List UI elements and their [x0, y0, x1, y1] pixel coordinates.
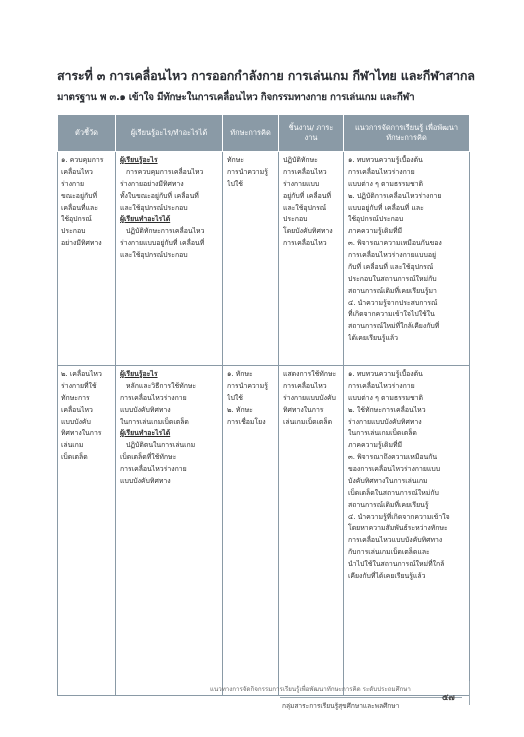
- text-line: ทั้งในขณะอยู่กับที่ เคลื่อนที่: [120, 191, 199, 200]
- approach-cell: [344, 366, 470, 696]
- text-line: แบบบังคับ: [61, 417, 91, 426]
- text-line: นำไปใช้ในสถานการณ์ใหม่ที่ใกล้: [348, 560, 445, 568]
- text-line: ทิศทางในการ: [283, 405, 324, 414]
- text-line: ปฏิบัติทักษะการเคลื่อนไหว: [126, 227, 205, 236]
- text-line: ใช้อุปกรณ์ประกอบ: [348, 215, 404, 224]
- text-line: การเคลื่อนไหวร่างกาย: [120, 465, 187, 473]
- text-line: ทิศทางในการ: [61, 429, 102, 438]
- page-number: ๕๗: [442, 693, 455, 703]
- text-line: ร่างกายแบบ: [283, 179, 320, 188]
- header-indicator: ตัวชี้วัด: [58, 115, 116, 152]
- text-line: ทักษะการ: [61, 393, 90, 402]
- text-line: ประกอบ: [283, 215, 308, 224]
- header-thinking-skills: ทักษะการคิด: [223, 115, 279, 152]
- indicator-cell: [58, 152, 116, 366]
- text-line: แบบต่าง ๆ ตามธรรมชาติ: [348, 393, 424, 402]
- text-line: เบ็ดเตล็ดที่ใช้ทักษะ: [120, 453, 177, 462]
- text-line: และใช้อุปกรณ์ประกอบ: [120, 251, 188, 259]
- approach-cell: [344, 152, 470, 366]
- header-approach: แนวการจัดการเรียนรู้ เพื่อพัฒนาทักษะการคิด: [344, 115, 470, 152]
- text-line: เบ็ดเตล็ดในสถานการณ์ใหม่กับ: [348, 488, 439, 497]
- page-number-divider: [469, 681, 470, 705]
- text-line: สถานการณ์ใหม่ที่ใกล้เคียงกับที่: [348, 322, 440, 331]
- learning-cell: [116, 152, 223, 366]
- text-line: การเคลื่อนไหว: [283, 239, 327, 248]
- subheading-line: ผู้เรียนทำอะไรได้: [120, 429, 171, 438]
- text-line: การควบคุมการเคลื่อนไหว: [126, 167, 204, 176]
- text-line: ขณะอยู่กับที่: [61, 191, 98, 200]
- work-cell: [279, 366, 344, 696]
- thinking-skills-cell: [223, 366, 279, 696]
- text-line: ร่างกายแบบอยู่กับที่ เคลื่อนที่: [120, 239, 205, 248]
- header-learning: ผู้เรียนรู้อะไร/ทำอะไรได้: [116, 115, 223, 152]
- text-line: เคลื่อนไหว: [61, 167, 93, 176]
- text-line: ในการเล่นเกมเบ็ดเตล็ด: [348, 429, 417, 438]
- text-line: ประกอบ: [61, 227, 86, 236]
- text-line: การเชื่อมโยง: [227, 417, 266, 426]
- text-line: ของการเคลื่อนไหวร่างกายแบบ: [348, 465, 441, 473]
- text-line: สถานการณ์เดิมที่เคยเรียนรู้: [348, 500, 429, 509]
- text-line: ๒. ปฏิบัติการเคลื่อนไหวร่างกาย: [348, 191, 442, 200]
- text-line: ร่างกายที่ใช้: [61, 381, 97, 390]
- text-line: ภาคความรู้เดิมที่มี: [348, 227, 403, 236]
- text-line: แบบบังคับทิศทาง: [120, 476, 171, 485]
- text-line: การเคลื่อนไหว: [283, 381, 327, 390]
- indicator-cell: [58, 366, 116, 696]
- curriculum-table: [57, 114, 470, 696]
- footer-book-title: แนวทางการจัดกิจกรรมการเรียนรู้เพื่อพัฒนาทักษะการคิด ระดับประถมศึกษา: [210, 686, 411, 693]
- text-line: กับการเล่นเกมเบ็ดเตล็ดและ: [348, 548, 430, 557]
- text-line: การเคลื่อนไหวร่างกาย: [348, 167, 415, 176]
- table-header-row: [58, 115, 470, 152]
- text-line: หลักและวิธีการใช้ทักษะ: [126, 381, 197, 390]
- text-line: การเคลื่อนไหวร่างกายแบบอยู่: [348, 251, 437, 259]
- text-line: ๒. เคลื่อนไหว: [61, 370, 102, 378]
- text-line: ๔. นำความรู้จากประสบการณ์: [348, 298, 438, 307]
- text-line: สถานการณ์เดิมที่เคยเรียนรู้มา: [348, 286, 437, 295]
- text-line: ๔. นำความรู้ที่เกิดจากความเข้าใจ: [348, 512, 450, 521]
- text-line: ๓. พิจารณาความเหมือนกันของ: [348, 239, 442, 248]
- text-line: ไปใช้: [227, 179, 243, 188]
- text-line: โดยบังคับทิศทาง: [283, 227, 333, 236]
- text-line: แบบอยู่กับที่ เคลื่อนที่ และ: [348, 203, 424, 212]
- text-line: ทักษะ: [227, 156, 244, 164]
- text-line: การเคลื่อนไหวแบบบังคับทิศทาง: [348, 536, 443, 545]
- subheading-line: ผู้เรียนรู้อะไร: [120, 370, 158, 378]
- thinking-skills-cell: [223, 152, 279, 366]
- text-line: ร่างกายอย่างมีทิศทาง: [120, 179, 184, 188]
- subheading-line: ผู้เรียนทำอะไรได้: [120, 215, 171, 224]
- text-line: ร่างกายแบบบังคับ: [283, 393, 336, 402]
- text-line: ได้เคยเรียนรู้แล้ว: [348, 334, 398, 343]
- text-line: เล่นเกมเบ็ดเตล็ด: [283, 417, 333, 426]
- footer-subject: กลุ่มสาระการเรียนรู้สุขศึกษาและพลศึกษา: [282, 702, 400, 710]
- text-line: โดยหาความสัมพันธ์ระหว่างทักษะ: [348, 524, 448, 533]
- text-line: ในการเล่นเกมเบ็ดเตล็ด: [120, 417, 189, 426]
- text-line: ๒. ทักษะ: [227, 405, 253, 414]
- learning-cell: [116, 366, 223, 696]
- footer-divider: [280, 697, 462, 698]
- text-line: แบบต่าง ๆ ตามธรรมชาติ: [348, 179, 424, 188]
- text-line: ๓. พิจารณาถึงความเหมือนกัน: [348, 453, 438, 462]
- text-line: ๒. ใช้ทักษะการเคลื่อนไหว: [348, 405, 426, 414]
- text-line: และใช้อุปกรณ์: [283, 203, 327, 212]
- text-line: ใช้อุปกรณ์: [61, 215, 92, 224]
- work-cell: [279, 152, 344, 366]
- text-line: อยู่กับที่ เคลื่อนที่: [283, 191, 332, 200]
- text-line: การเคลื่อนไหว: [283, 167, 327, 176]
- text-line: แบบบังคับทิศทาง: [120, 405, 171, 414]
- page-title: สาระที่ ๓ การเคลื่อนไหว การออกกำลังกาย การเล่นเกม กีฬาไทย และกีฬาสากล: [57, 68, 475, 83]
- header-work: ชิ้นงาน/ ภาระงาน: [279, 115, 344, 152]
- table-row: [58, 152, 470, 366]
- text-line: ที่เกิดจากความเข้าใจไปใช้ใน: [348, 310, 435, 319]
- text-line: การเคลื่อนไหวร่างกาย: [348, 381, 415, 390]
- text-line: เคลื่อนไหว: [61, 405, 93, 414]
- text-line: กับที่ เคลื่อนที่ และใช้อุปกรณ์: [348, 262, 434, 271]
- text-line: การนำความรู้: [227, 381, 268, 390]
- text-line: ปฏิบัติตนในการเล่นเกม: [126, 441, 196, 450]
- text-line: บังคับทิศทางในการเล่นเกม: [348, 476, 428, 485]
- table-row: [58, 366, 470, 696]
- standard-heading: มาตรฐาน พ ๓.๑ เข้าใจ มีทักษะในการเคลื่อนไหว กิจกรรมทางกาย การเล่นเกม และกีฬา: [57, 92, 415, 103]
- text-line: ๑. ทักษะ: [227, 370, 253, 378]
- text-line: ๑. ทบทวนความรู้เบื้องต้น: [348, 156, 423, 164]
- text-line: เล่นเกม: [61, 441, 84, 450]
- text-line: ปฏิบัติทักษะ: [283, 156, 318, 164]
- text-line: ร่างกาย: [61, 179, 85, 188]
- text-line: เคียงกับที่ได้เคยเรียนรู้แล้ว: [348, 571, 426, 580]
- text-line: การนำความรู้: [227, 167, 268, 176]
- text-line: ร่างกายแบบบังคับทิศทาง: [348, 417, 422, 426]
- text-line: และใช้อุปกรณ์ประกอบ: [120, 203, 188, 212]
- text-line: ไปใช้: [227, 393, 243, 402]
- text-line: แสดงการใช้ทักษะ: [283, 370, 337, 378]
- text-line: ภาคความรู้เดิมที่มี: [348, 441, 403, 450]
- subheading-line: ผู้เรียนรู้อะไร: [120, 156, 158, 164]
- text-line: อย่างมีทิศทาง: [61, 239, 102, 248]
- text-line: ๑. ทบทวนความรู้เบื้องต้น: [348, 370, 423, 378]
- text-line: เคลื่อนที่และ: [61, 203, 98, 212]
- text-line: การเคลื่อนไหวร่างกาย: [120, 393, 187, 402]
- text-line: ประกอบในสถานการณ์ใหม่กับ: [348, 274, 437, 283]
- text-line: เบ็ดเตล็ด: [61, 453, 88, 462]
- text-line: ๑. ควบคุมการ: [61, 156, 104, 164]
